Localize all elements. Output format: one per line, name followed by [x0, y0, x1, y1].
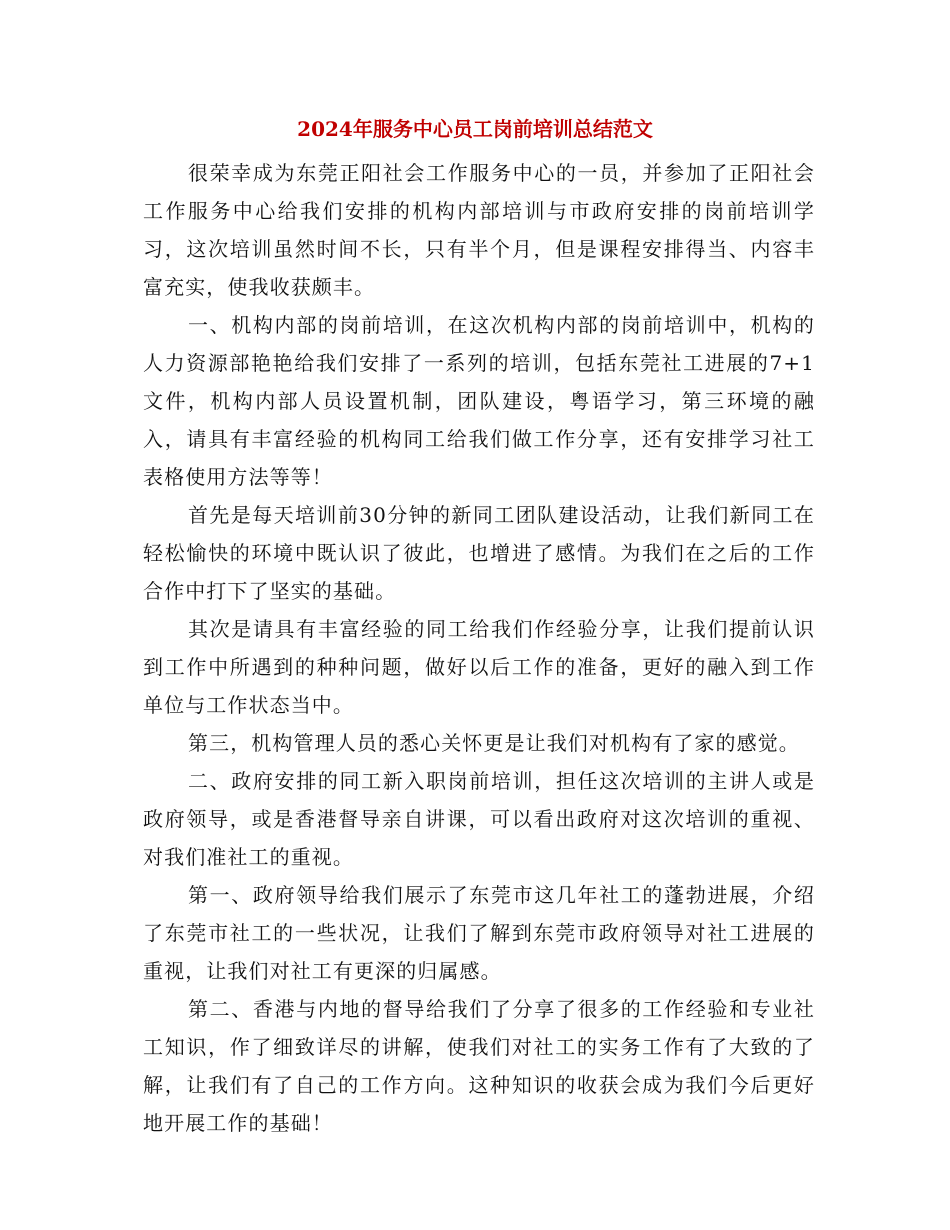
paragraph-intro: 很荣幸成为东莞正阳社会工作服务中心的一员，并参加了正阳社会工作服务中心给我们安排的机构内部培训与市政府安排的岗前培训学习，这次培训虽然时间不长，只有半个月，但是课程安排得当、内容丰富充实，使我收获颇丰。	[143, 161, 815, 299]
paragraph-section-one: 一、机构内部的岗前培训，在这次机构内部的岗前培训中，机构的人力资源部艳艳给我们安排了一系列的培训，包括东莞社工进展的7+1文件，机构内部人员设置机制，团队建设，粤语学习，第三环境的融入，请具有丰富经验的机构同工给我们做工作分享，还有安排学习社工表格使用方法等等！	[143, 313, 815, 489]
paragraph-first-point: 首先是每天培训前30分钟的新同工团队建设活动，让我们新同工在轻松愉快的环境中既认识了彼此，也增进了感情。为我们在之后的工作合作中打下了坚实的基础。	[143, 503, 815, 603]
paragraph-supervisor-point: 第二、香港与内地的督导给我们了分享了很多的工作经验和专业社工知识，作了细致详尽的讲解，使我们对社工的实务工作有了大致的了解，让我们有了自己的工作方向。这种知识的收获会成为我们今后更好地开展工作的基础！	[143, 997, 815, 1135]
paragraph-second-point: 其次是请具有丰富经验的同工给我们作经验分享，让我们提前认识到工作中所遇到的种种问题，做好以后工作的准备，更好的融入到工作单位与工作状态当中。	[143, 617, 815, 717]
paragraph-section-two: 二、政府安排的同工新入职岗前培训，担任这次培训的主讲人或是政府领导，或是香港督导亲自讲课，可以看出政府对这次培训的重视、对我们准社工的重视。	[143, 769, 815, 869]
paragraph-third-point: 第三，机构管理人员的悉心关怀更是让我们对机构有了家的感觉。	[188, 731, 800, 755]
document-title: 2024年服务中心员工岗前培训总结范文	[297, 117, 653, 141]
document-body	[143, 154, 815, 1142]
paragraph-government-point: 第一、政府领导给我们展示了东莞市这几年社工的蓬勃进展，介绍了东莞市社工的一些状况，让我们了解到东莞市政府领导对社工进展的重视，让我们对社工有更深的归属感。	[143, 883, 815, 983]
